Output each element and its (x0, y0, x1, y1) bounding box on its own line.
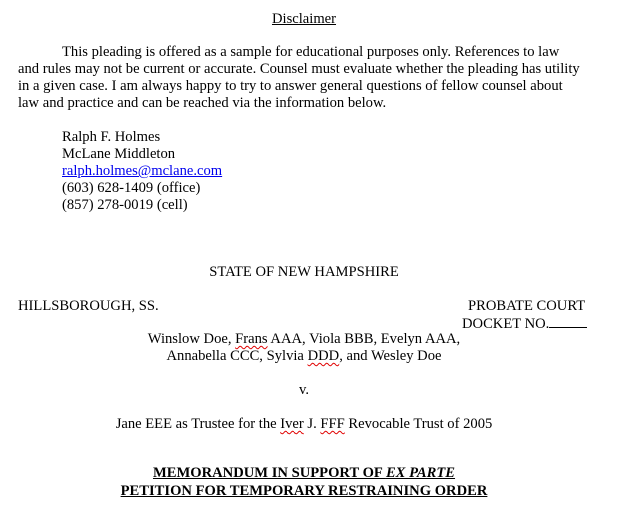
disclaimer-paragraph (18, 44, 600, 112)
contact-office-phone: (603) 628-1409 (office) (62, 180, 201, 196)
disclaimer-line-2: and rules may not be current or accurate. Counsel must evaluate whether the pleading has utility (18, 61, 580, 77)
contact-cell-phone: (857) 278-0019 (cell) (62, 197, 188, 213)
disclaimer-line-3: in a given case. I am always happy to try to answer general questions of fellow counsel about (18, 78, 563, 94)
respondent-line: Jane EEE as Trustee for the Iver J. FFF Revocable Trust of 2005 (115, 416, 493, 432)
spellcheck-word: Frans (235, 331, 268, 347)
contact-firm: McLane Middleton (62, 146, 176, 162)
county-label: HILLSBOROUGH, SS. (18, 298, 159, 314)
disclaimer-line-4: law and practice and can be reached via the information below. (18, 95, 387, 111)
contact-name: Ralph F. Holmes (62, 129, 161, 145)
memorandum-heading-line-1: MEMORANDUM IN SUPPORT OF EX PARTE (152, 465, 456, 481)
petitioners-line-2: Annabella CCC, Sylvia DDD, and Wesley Doe (166, 348, 442, 364)
docket-blank (549, 315, 587, 328)
ex-parte-text: EX PARTE (385, 465, 456, 481)
court-label: PROBATE COURT (468, 298, 586, 314)
petitioners-line-1: Winslow Doe, Frans AAA, Viola BBB, Evelyn AAA, (147, 331, 461, 347)
contact-email-link[interactable]: ralph.holmes@mclane.com (62, 163, 223, 179)
disclaimer-line-1: This pleading is offered as a sample for educational purposes only. References to law (62, 44, 560, 60)
disclaimer-title: Disclaimer (271, 11, 337, 27)
spellcheck-word: DDD (307, 348, 340, 364)
versus: v. (299, 382, 309, 398)
state-heading: STATE OF NEW HAMPSHIRE (209, 264, 399, 280)
spellcheck-word: FFF (320, 416, 345, 432)
spellcheck-word: Iver (280, 416, 304, 432)
memorandum-heading-line-2: PETITION FOR TEMPORARY RESTRAINING ORDER (120, 483, 488, 499)
docket-label: DOCKET NO. (462, 316, 550, 332)
